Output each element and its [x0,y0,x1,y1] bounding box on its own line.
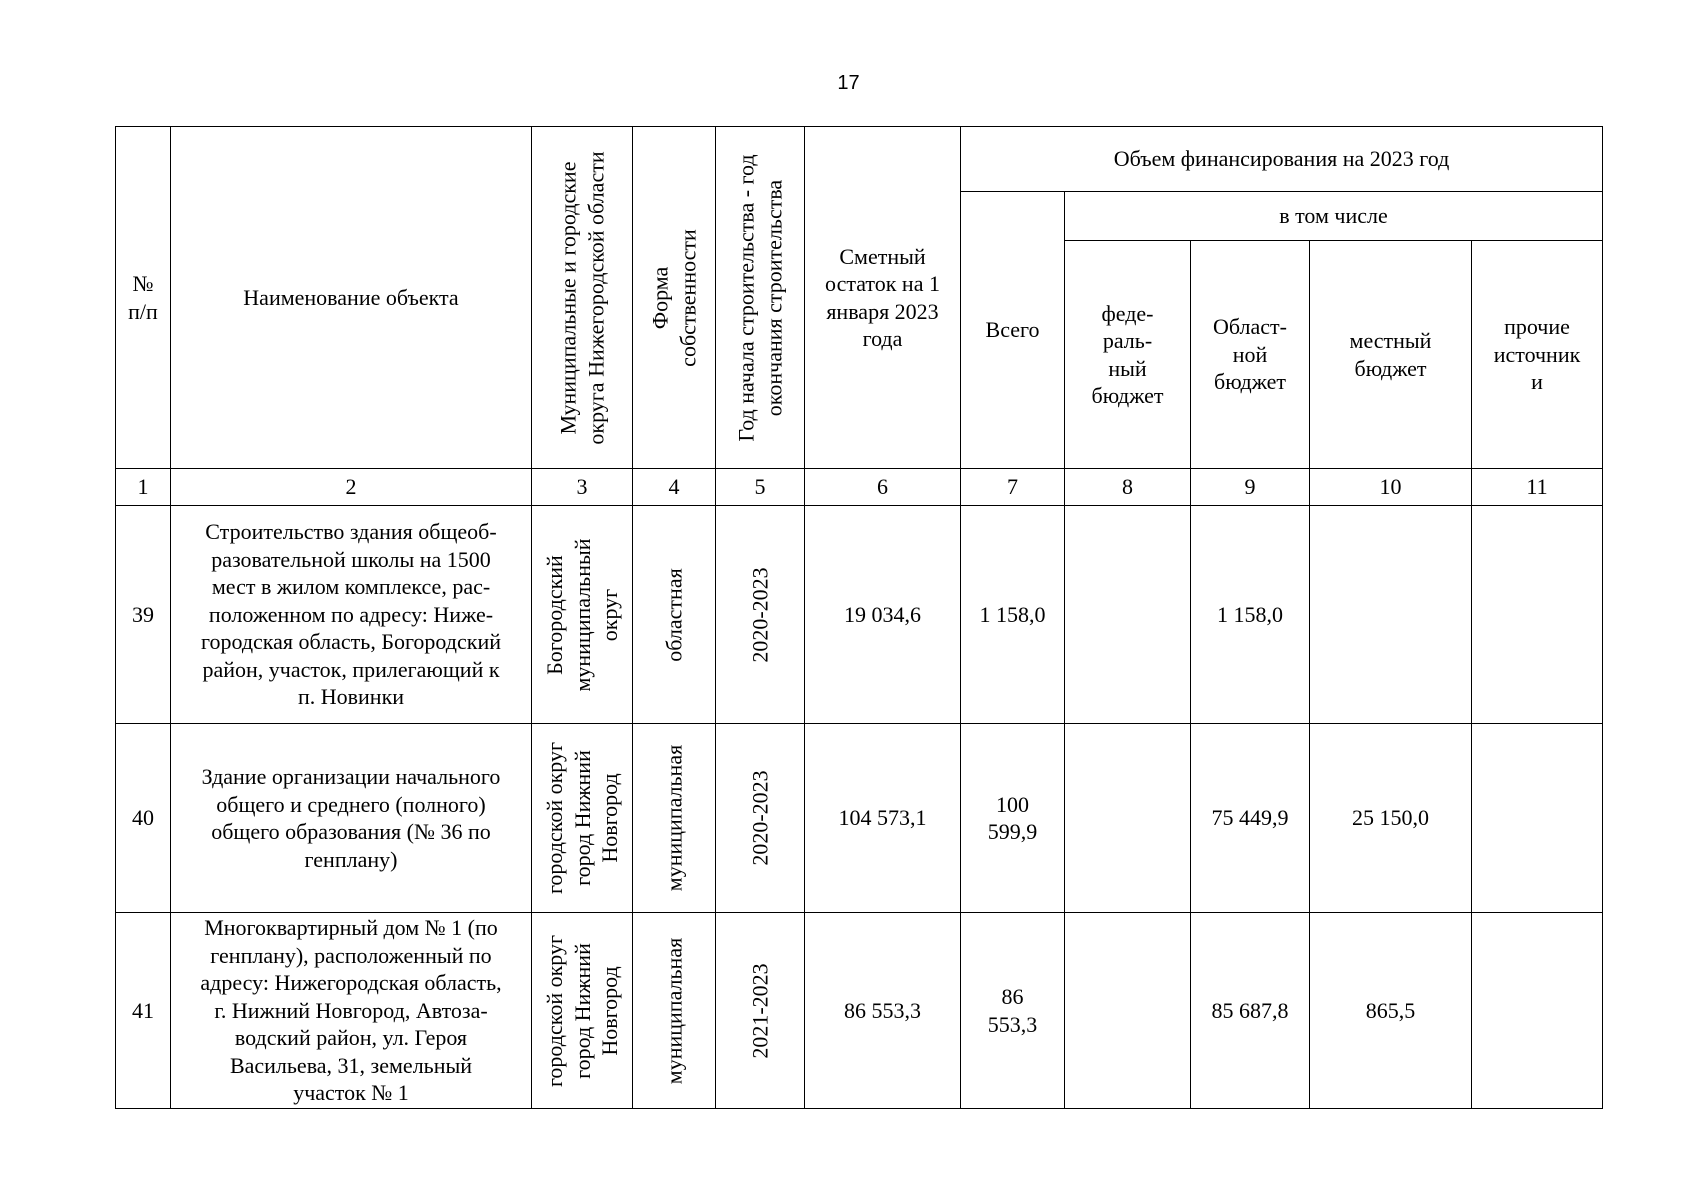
federal-value [1065,913,1191,1109]
estimate-value: 86 553,3 [805,913,961,1109]
years-text: 2020-2023 [747,770,773,866]
years-text: 2021-2023 [747,962,773,1059]
municipal-text: Богородский муниципальный округ [541,537,622,692]
row-num: 40 [116,724,171,913]
total-value: 100 599,9 [961,724,1065,913]
financing-table [115,126,1603,1109]
municipal-text: городской округ город Нижний Новгород [541,741,622,895]
ownership-text: муниципальная [661,744,687,892]
header-other: прочие источник и [1472,241,1603,469]
header-federal: феде- раль- ный бюджет [1065,241,1191,469]
header-funding: Объем финансирования на 2023 год [961,127,1603,192]
header-municipal [532,127,633,469]
years-cell [716,913,805,1109]
regional-value: 75 449,9 [1191,724,1310,913]
column-number: 11 [1472,469,1603,506]
total-value: 1 158,0 [961,506,1065,724]
row-num: 39 [116,506,171,724]
header-municipal-text: Муниципальные и городские округа Нижегородской области [555,150,608,445]
years-cell [716,506,805,724]
table-row [116,724,1603,913]
header-years [716,127,805,469]
table-row [116,506,1603,724]
header-total: Всего [961,192,1065,469]
municipal-cell [532,724,633,913]
estimate-value: 19 034,6 [805,506,961,724]
column-number: 1 [116,469,171,506]
row-num: 41 [116,913,171,1109]
federal-value [1065,506,1191,724]
page-number: 17 [837,72,860,94]
other-value [1472,913,1603,1109]
column-number: 7 [961,469,1065,506]
header-regional: Област- ной бюджет [1191,241,1310,469]
federal-value [1065,724,1191,913]
ownership-cell [633,506,716,724]
column-number: 10 [1310,469,1472,506]
estimate-value: 104 573,1 [805,724,961,913]
column-number: 5 [716,469,805,506]
ownership-cell [633,724,716,913]
years-text: 2020-2023 [747,566,773,663]
column-number: 6 [805,469,961,506]
object-name: Строительство здания общеоб- разовательной школы на 1500 мест в жилом комплексе, рас- положенном по адресу: Ниже- городская область, Богородский район, участок, прилегающий к п. Новинки [171,506,532,724]
municipal-cell [532,913,633,1109]
local-value: 25 150,0 [1310,724,1472,913]
header-local: местный бюджет [1310,241,1472,469]
ownership-cell [633,913,716,1109]
header-including: в том числе [1065,192,1603,241]
other-value [1472,506,1603,724]
local-value: 865,5 [1310,913,1472,1109]
other-value [1472,724,1603,913]
header-num: № п/п [116,127,171,469]
column-number: 3 [532,469,633,506]
header-ownership-text: Форма собственности [647,228,700,367]
column-number-row [116,469,1603,506]
ownership-text: областная [661,567,687,662]
column-number: 9 [1191,469,1310,506]
header-name: Наименование объекта [171,127,532,469]
municipal-text: городской округ город Нижний Новгород [541,934,622,1087]
local-value [1310,506,1472,724]
table-row [116,913,1603,1109]
object-name: Здание организации начального общего и среднего (полного) общего образования (№ 36 по генплану) [171,724,532,913]
header-estimate: Сметный остаток на 1 января 2023 года [805,127,961,469]
regional-value: 1 158,0 [1191,506,1310,724]
header-years-text: Год начала строительства - год окончания строительства [733,153,786,442]
header-row-1 [116,127,1603,192]
municipal-cell [532,506,633,724]
column-number: 8 [1065,469,1191,506]
object-name: Многоквартирный дом № 1 (по генплану), расположенный по адресу: Нижегородская область, г. Нижний Новгород, Автоза- водский район, ул. Героя Васильева, 31, земельный участок № 1 [171,913,532,1109]
regional-value: 85 687,8 [1191,913,1310,1109]
years-cell [716,724,805,913]
column-number: 2 [171,469,532,506]
column-number: 4 [633,469,716,506]
header-ownership [633,127,716,469]
ownership-text: муниципальная [661,937,687,1084]
total-value: 86 553,3 [961,913,1065,1109]
